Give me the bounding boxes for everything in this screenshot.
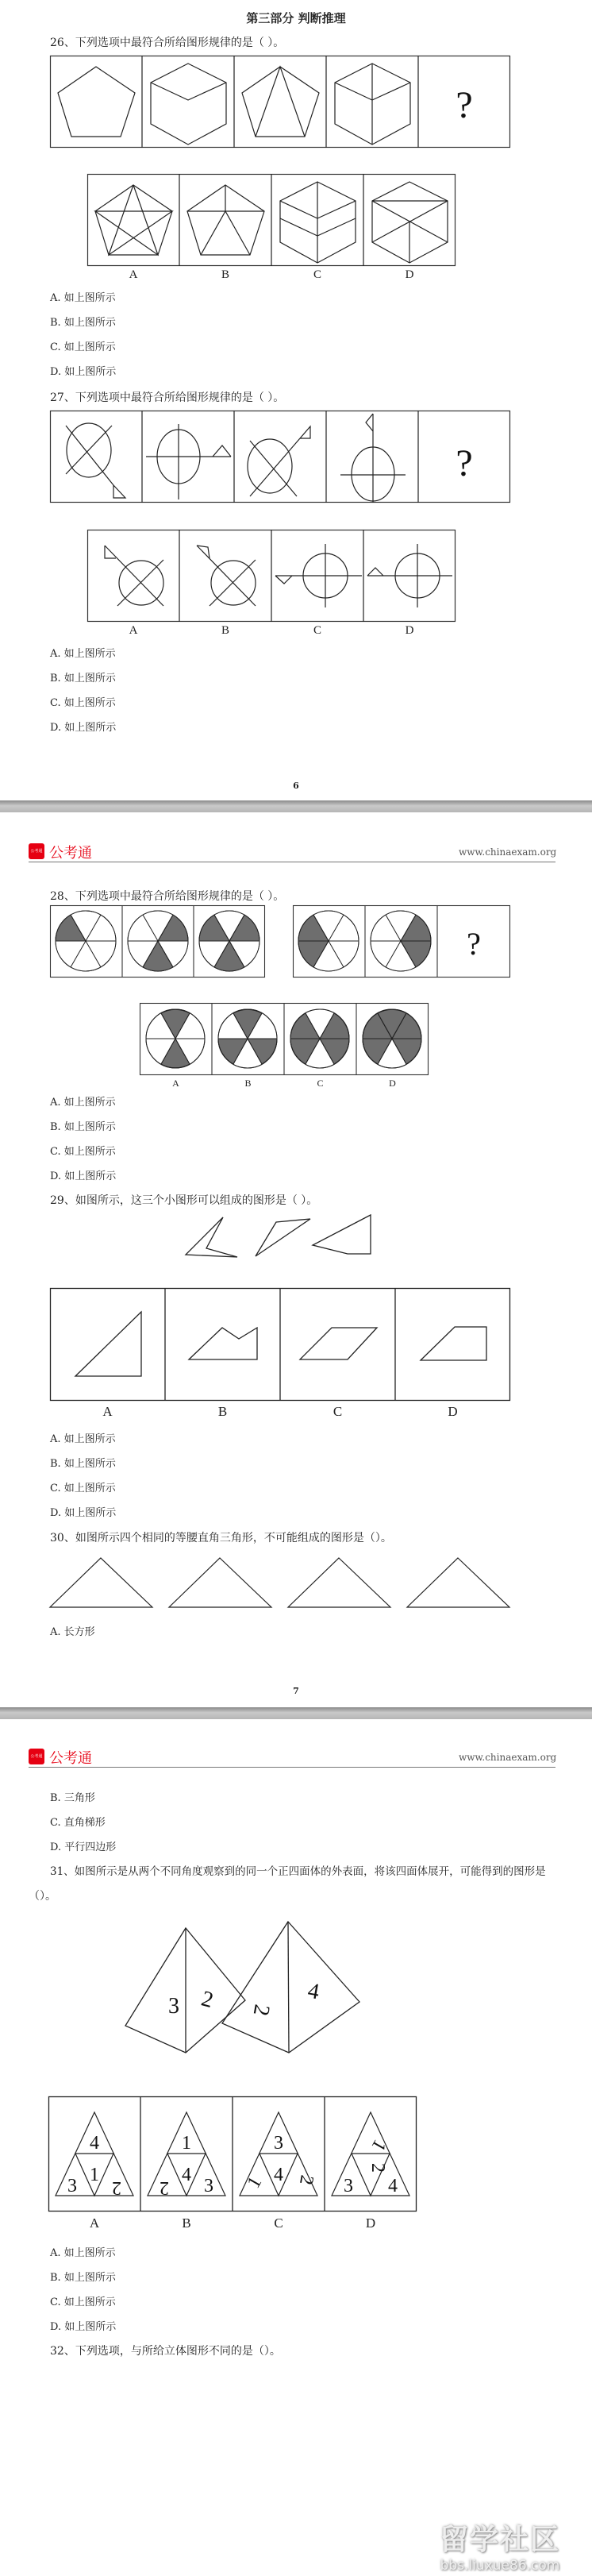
svg-text:1: 1 [90,2165,99,2185]
svg-text:2: 2 [248,2002,275,2018]
svg-text:2: 2 [295,2173,317,2187]
svg-text:3: 3 [274,2133,283,2154]
q30-option-c[interactable]: C. 直角梯形 [50,1817,106,1829]
watermark-sub: bbs.liuxue86.com [440,2558,560,2574]
svg-text:3: 3 [344,2176,353,2196]
q27-option-b[interactable]: B. 如上图所示 [50,673,116,684]
svg-text:2: 2 [112,2177,121,2198]
q29-label-a: A [102,1404,113,1419]
q27-choices-figure [87,530,456,622]
question-31-text-cont: （）。 [29,1890,56,1903]
page-separator [0,800,592,812]
q27-option-a[interactable]: A. 如上图所示 [50,648,116,660]
q26-sequence-figure [50,56,510,149]
q28-choices-figure [140,1003,429,1076]
q31-views-figure [119,1910,405,2053]
q28-label-a: A [172,1078,179,1089]
q28-label-d: D [389,1078,396,1089]
page-separator [0,1707,592,1719]
q29-pieces-figure [183,1215,373,1263]
q26-label-a: A [129,268,138,281]
watermark [440,2517,560,2574]
q28-option-c[interactable]: C. 如上图所示 [50,1146,116,1158]
q29-option-d[interactable]: D. 如上图所示 [50,1507,117,1519]
q26-option-c[interactable]: C. 如上图所示 [50,341,116,353]
q26-option-d[interactable]: D. 如上图所示 [50,366,117,378]
q31-label-a: A [89,2215,100,2231]
section-title: 第三部分 判断推理 [246,11,346,25]
q27-label-c: C [313,624,321,637]
q31-option-a[interactable]: A. 如上图所示 [50,2247,116,2259]
svg-text:1: 1 [367,2135,390,2155]
q31-nets-figure [48,2096,417,2212]
q30-option-a[interactable]: A. 长方形 [50,1626,95,1638]
q29-label-c: C [333,1404,343,1419]
svg-text:4: 4 [90,2133,99,2154]
q29-option-a[interactable]: A. 如上图所示 [50,1433,116,1445]
q28-option-d[interactable]: D. 如上图所示 [50,1170,117,1182]
svg-text:3: 3 [168,1994,179,2019]
q27-sequence-figure [50,411,510,503]
svg-text:2: 2 [160,2177,169,2198]
question-30-text: 30、如图所示四个相同的等腰直角三角形，不可能组成的图形是（）。 [50,1532,392,1544]
q31-label-c: C [274,2215,283,2231]
q29-option-b[interactable]: B. 如上图所示 [50,1458,116,1470]
svg-text:1: 1 [182,2133,191,2154]
question-31-text: 31、如图所示是从两个不同角度观察到的同一个正四面体的外表面，将该四面体展开，可能得到的图形是 [50,1865,546,1878]
svg-text:4: 4 [388,2176,398,2196]
q31-option-d[interactable]: D. 如上图所示 [50,2321,117,2333]
question-28-text: 28、下列选项中最符合所给图形规律的是（ ）。 [50,890,285,903]
svg-text:3: 3 [67,2176,77,2196]
svg-text:4: 4 [306,1978,321,2005]
q26-option-b[interactable]: B. 如上图所示 [50,317,116,329]
svg-text:3: 3 [204,2176,213,2196]
page-number: 6 [293,781,299,791]
svg-text:4: 4 [274,2165,283,2185]
q28-label-c: C [317,1078,324,1089]
q28-sequence-figure [50,905,510,978]
svg-text:?: ? [456,84,473,126]
q31-label-d: D [365,2215,376,2231]
q31-option-b[interactable]: B. 如上图所示 [50,2272,116,2284]
site-url[interactable]: www.chinaexam.org [459,1752,557,1763]
q26-label-d: D [405,268,414,281]
logo-text: 公考通 [49,845,92,862]
q27-label-a: A [129,624,138,637]
question-29-text: 29、如图所示，这三个小图形可以组成的图形是（ ）。 [50,1194,318,1207]
q27-option-c[interactable]: C. 如上图所示 [50,697,116,709]
q28-label-b: B [244,1078,252,1089]
q30-option-b[interactable]: B. 三角形 [50,1792,95,1804]
svg-text:2: 2 [367,2163,388,2173]
page-number: 7 [293,1686,299,1696]
logo-text: 公考通 [49,1750,92,1767]
q26-option-a[interactable]: A. 如上图所示 [50,292,116,304]
q30-option-d[interactable]: D. 平行四边形 [50,1841,117,1853]
q29-label-d: D [448,1404,458,1419]
q29-label-b: B [217,1404,228,1419]
q31-option-c[interactable]: C. 如上图所示 [50,2296,116,2308]
watermark-main: 留学社区 [439,2524,560,2556]
q26-label-b: B [221,268,229,281]
header-rule [29,1767,555,1768]
site-url[interactable]: www.chinaexam.org [459,846,557,858]
logo-icon: 公考通 [29,843,44,859]
q29-option-c[interactable]: C. 如上图所示 [50,1483,116,1494]
question-27-text: 27、下列选项中最符合所给图形规律的是（ ）。 [50,391,285,404]
svg-text:?: ? [467,926,481,962]
svg-text:2: 2 [198,1986,216,2014]
question-32-text: 32、下列选项，与所给立体图形不同的是（）。 [50,2345,281,2358]
logo-icon: 公考通 [29,1749,44,1764]
q30-triangles-figure [50,1556,510,1609]
q27-label-b: B [221,624,229,637]
question-26-text: 26、下列选项中最符合所给图形规律的是（ ）。 [50,37,285,49]
q26-choices-figure [87,174,456,266]
svg-text:?: ? [456,442,473,484]
svg-text:1: 1 [243,2173,267,2192]
q27-label-d: D [405,624,414,637]
q31-label-b: B [182,2215,191,2231]
q27-option-d[interactable]: D. 如上图所示 [50,722,117,734]
svg-text:4: 4 [182,2165,191,2185]
q26-label-c: C [313,268,321,281]
q29-choices-figure [50,1288,510,1401]
q28-option-b[interactable]: B. 如上图所示 [50,1121,116,1133]
q28-option-a[interactable]: A. 如上图所示 [50,1097,116,1109]
